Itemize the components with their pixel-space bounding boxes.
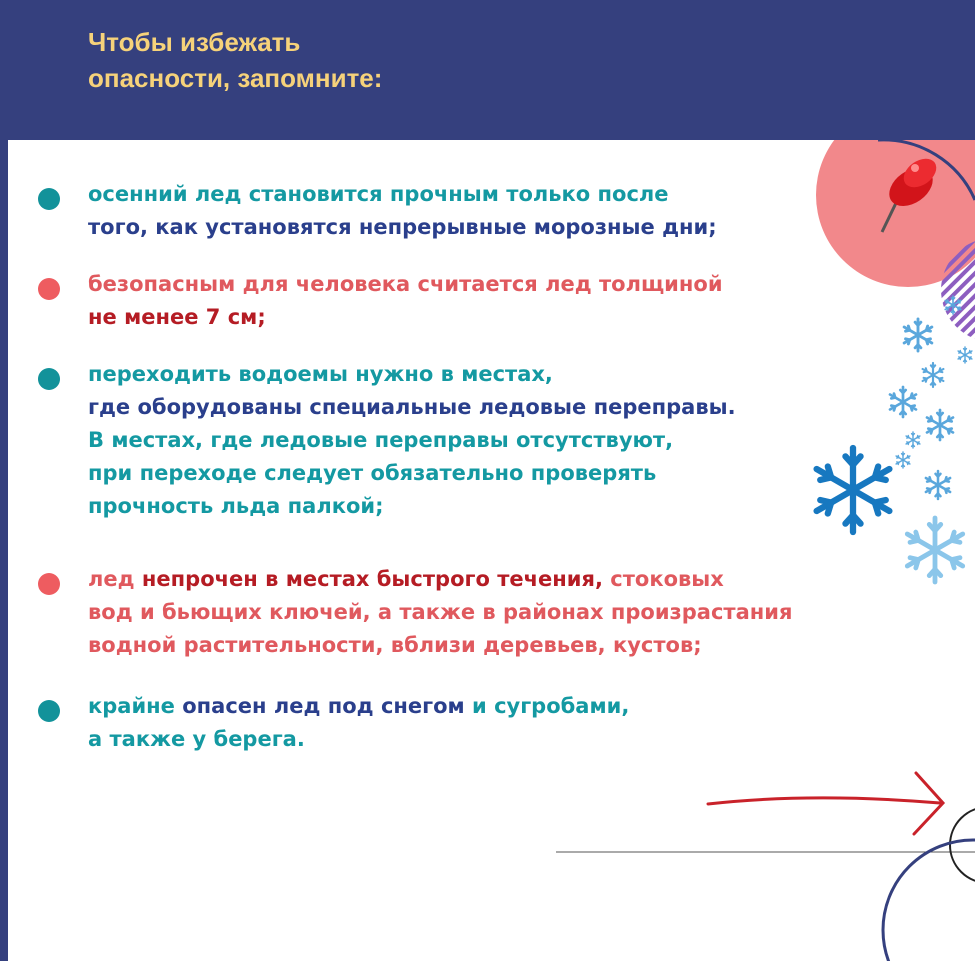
bullet-dot bbox=[38, 573, 60, 595]
page-title bbox=[88, 24, 688, 97]
text-segment: прочность льда палкой; bbox=[88, 494, 384, 518]
item-text-line bbox=[88, 301, 908, 334]
bullet-dot bbox=[38, 278, 60, 300]
text-segment: того, как установятся непрерывные морозные дни; bbox=[88, 215, 717, 239]
item-text-line bbox=[88, 563, 908, 596]
text-segment: водной растительности, вблизи деревьев, кустов; bbox=[88, 633, 702, 657]
text-segment: и сугробами, bbox=[464, 694, 630, 718]
item-text-line bbox=[88, 723, 908, 756]
item-text-line bbox=[88, 268, 908, 301]
item-text-line bbox=[88, 178, 908, 211]
bullet-dot bbox=[38, 368, 60, 390]
item-text bbox=[88, 268, 908, 334]
item-text-line bbox=[88, 596, 908, 629]
item-text bbox=[88, 690, 908, 756]
bullet-dot bbox=[38, 188, 60, 210]
item-text-line bbox=[88, 211, 908, 244]
item-text-line bbox=[88, 391, 908, 424]
title-line-2: опасности, запомните: bbox=[88, 63, 383, 94]
content-card bbox=[8, 140, 975, 961]
item-text-line bbox=[88, 457, 908, 490]
text-segment: безопасным для человека считается лед толщиной bbox=[88, 272, 723, 296]
item-text-line bbox=[88, 490, 908, 523]
text-segment: вод и бьющих ключей, а также в районах произрастания bbox=[88, 600, 793, 624]
item-text bbox=[88, 178, 908, 244]
text-segment: осенний лед становится прочным только после bbox=[88, 182, 669, 206]
item-text-line bbox=[88, 629, 908, 662]
text-segment: непрочен в местах быстрого течения, bbox=[141, 567, 603, 591]
text-segment: при переходе следует обязательно проверять bbox=[88, 461, 657, 485]
text-segment: переходить водоемы нужно в местах, bbox=[88, 362, 553, 386]
text-segment: В местах, где ледовые переправы отсутствуют, bbox=[88, 428, 674, 452]
text-segment: опасен лед под снегом bbox=[182, 694, 465, 718]
item-text-line bbox=[88, 358, 908, 391]
text-segment: стоковых bbox=[602, 567, 724, 591]
safety-rules-list bbox=[8, 140, 975, 961]
text-segment: а также у берега. bbox=[88, 727, 305, 751]
text-segment: не менее 7 см; bbox=[88, 305, 266, 329]
item-text bbox=[88, 358, 908, 523]
title-line-1: Чтобы избежать bbox=[88, 27, 301, 57]
header-bar bbox=[0, 0, 975, 140]
text-segment: лед bbox=[88, 567, 142, 591]
item-text-line bbox=[88, 690, 908, 723]
bullet-dot bbox=[38, 700, 60, 722]
item-text-line bbox=[88, 424, 908, 457]
text-segment: где оборудованы специальные ледовые переправы. bbox=[88, 395, 736, 419]
text-segment: крайне bbox=[88, 694, 183, 718]
item-text bbox=[88, 563, 908, 662]
